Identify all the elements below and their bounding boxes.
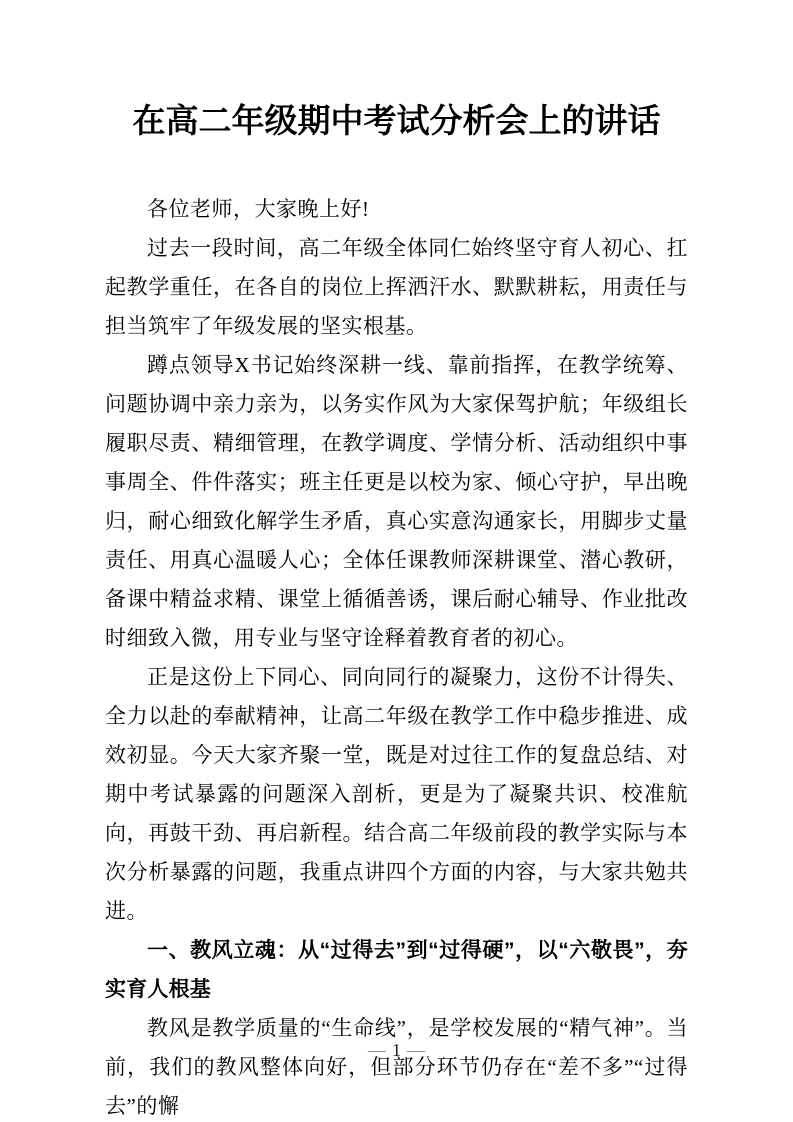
paragraph-greeting: 各位老师，大家晚上好! [147, 197, 370, 221]
footer-dash-right: — [407, 1040, 425, 1060]
document-body [0, 190, 793, 1122]
paragraph-staff-praise: 蹲点领导X书记始终深耕一线、靠前指挥，在教学统筹、问题协调中亲力亲为，以务实作风为大家保驾护航；年级组长履职尽责、精细管理，在教学调度、学情分析、活动组织中事事周全、件件落实；班主任更是以校为家、倾心守护，早出晚归，耐心细致化解学生矛盾，真心实意沟通家长，用脚步丈量责任、用真心温暖人心；全体任课教师深耕课堂、潜心教研，备课中精益求精、课堂上循循善诱，课后耐心辅导、作业批改时细致入微，用专业与坚守诠释着教育者的初心。 [105, 353, 688, 650]
paragraph-intro: 过去一段时间，高二年级全体同仁始终坚守育人初心、扛起教学重任，在各自的岗位上挥洒汗水、默默耕耘，用责任与担当筑牢了年级发展的坚实根基。 [105, 236, 688, 338]
paragraph-meeting-purpose: 正是这份上下同心、同向同行的凝聚力，这份不计得失、全力以赴的奉献精神，让高二年级在教学工作中稳步推进、成效初显。今天大家齐聚一堂，既是对过往工作的复盘总结、对期中考试暴露的问题深入剖析，更是为了凝聚共识、校准航向，再鼓干劲、再启新程。结合高二年级前段的教学实际与本次分析暴露的问题，我重点讲四个方面的内容，与大家共勉共进。 [105, 665, 688, 923]
document-title: 在高二年级期中考试分析会上的讲话 [132, 104, 661, 140]
page-footer [0, 1038, 793, 1062]
footer-dash-left: — [368, 1040, 386, 1060]
paragraph-teaching-style: 教风是教学质量的“生命线”，是学校发展的“精气神”。当前，我们的教风整体向好，但部分环节仍存在“差不多”“过得去”的懈 [105, 1016, 688, 1118]
page-number: 1 [392, 1040, 401, 1060]
section-heading-1: 一、教风立魂：从“过得去”到“过得硬”，以“六敬畏”，夯实育人根基 [105, 939, 688, 1001]
